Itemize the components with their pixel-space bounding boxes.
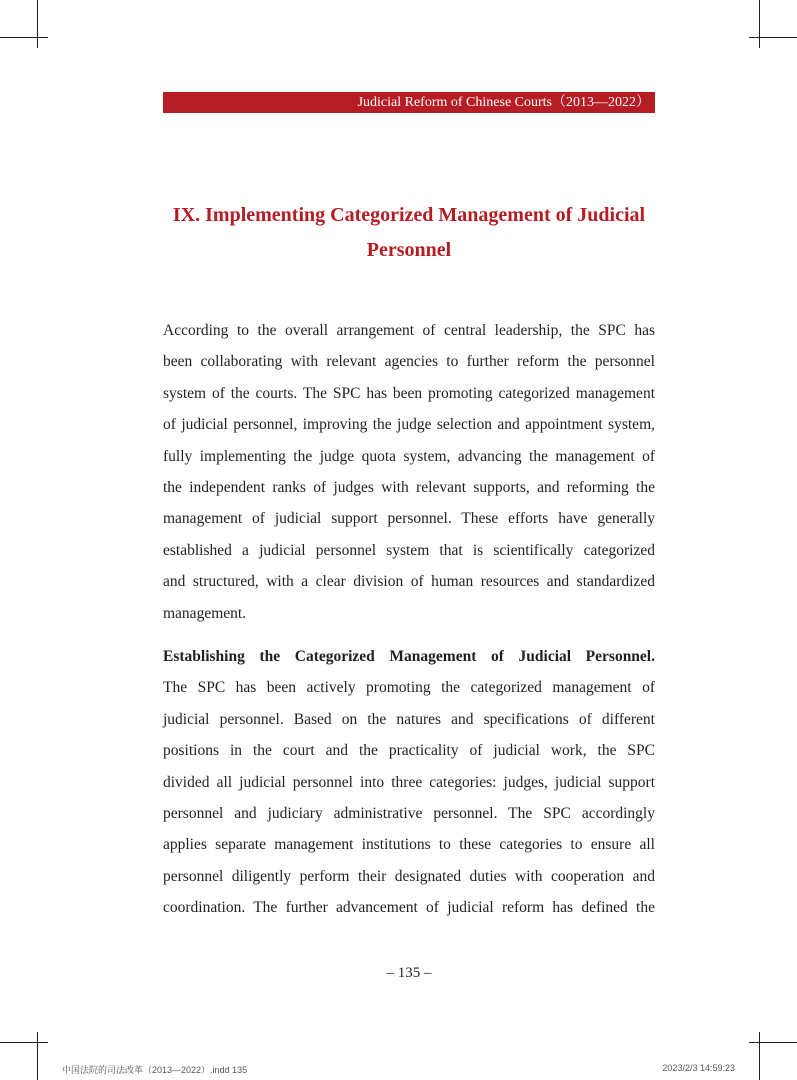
chapter-title-line: Personnel (366, 239, 452, 261)
text-line: management of judicial support personnel. These efforts have generally (163, 510, 655, 528)
text-line: of judicial personnel, improving the judge selection and appointment system, (163, 416, 655, 434)
text-line: judicial personnel. Based on the natures and specifications of different (163, 710, 655, 728)
section-heading: Establishing the Categorized Management of Judicial Personnel. (163, 648, 655, 665)
crop-mark (749, 1042, 797, 1043)
text-line: fully implementing the judge quota system, advancing the management of (163, 447, 655, 465)
slug-timestamp: 2023/2/3 14:59:23 (662, 1063, 735, 1073)
text-line: personnel diligently perform their designated duties with cooperation and (163, 867, 655, 885)
text-line: The SPC has been actively promoting the categorized management of (163, 679, 655, 697)
crop-mark (759, 1032, 760, 1080)
text-line: According to the overall arrangement of central leadership, the SPC has (163, 322, 655, 339)
crop-mark (759, 0, 760, 48)
crop-mark (0, 1042, 48, 1043)
chapter-title (163, 198, 655, 268)
running-header-title: Judicial Reform of Chinese Courts（2013—2022） (357, 95, 650, 110)
crop-mark (37, 1032, 38, 1080)
text-line: personnel and judiciary administrative personnel. The SPC accordingly (163, 805, 655, 823)
text-line: been collaborating with relevant agencies to further reform the personnel (163, 353, 655, 371)
page-number: – 135 – (386, 965, 432, 981)
text-line: applies separate management institutions to these categories to ensure all (163, 836, 655, 854)
paragraph-categorized-management (163, 641, 655, 924)
crop-mark (0, 37, 48, 38)
crop-mark (749, 37, 797, 38)
text-line: and structured, with a clear division of human resources and standardized (163, 573, 655, 591)
text-line: divided all judicial personnel into three categories: judges, judicial support (163, 773, 655, 791)
chapter-title-line: IX. Implementing Categorized Management of Judicial (172, 204, 646, 226)
running-header (163, 92, 655, 113)
paragraph-intro (163, 315, 655, 629)
text-line: management. (163, 604, 247, 622)
crop-mark (37, 0, 38, 48)
text-line: positions in the court and the practicality of judicial work, the SPC (163, 742, 655, 760)
text-line: established a judicial personnel system that is scientifically categorized (163, 541, 655, 559)
text-line: the independent ranks of judges with relevant supports, and reforming the (163, 479, 655, 497)
slug-file-info: 中国法院的司法改革（2013—2022）.indd 135 (62, 1065, 248, 1075)
text-line: coordination. The further advancement of judicial reform has defined the (163, 899, 655, 917)
text-line: system of the courts. The SPC has been promoting categorized management (163, 384, 655, 402)
